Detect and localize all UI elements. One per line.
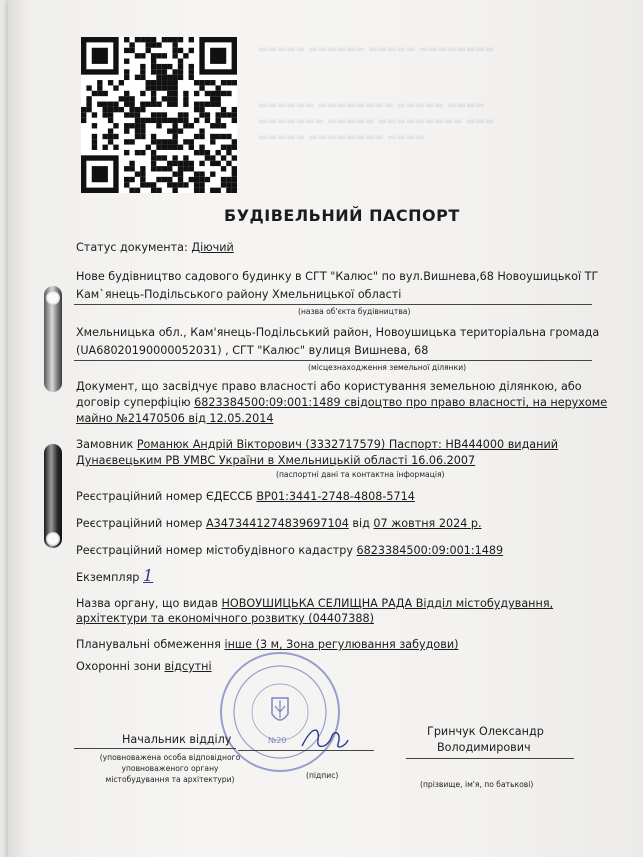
- location-line-1: Хмельницька обл., Кам'янець-Подільський район, Новоушицька територіальна громада: [76, 326, 600, 339]
- cadastre-value: 6823384500:09:001:1489: [356, 544, 504, 557]
- authority-label: Назва органу, що видав: [76, 597, 222, 610]
- land-doc-value-cont: майно №21470506 від 12.05.2014: [76, 412, 274, 425]
- show-through-text: ▬▬▬▬▬ ▬▬▬▬▬▬ ▬▬▬▬▬ ▬▬▬▬▬▬▬▬: [258, 44, 495, 55]
- name-underline: [406, 758, 574, 759]
- location-caption: (місцезнаходження земельної ділянки): [308, 363, 467, 372]
- reg-date-prefix: від: [348, 517, 374, 530]
- stamp-number: №20: [268, 736, 287, 745]
- customer-value: Романюк Андрій Вікторович (3332717579) Паспорт: НВ444000 виданий: [136, 438, 559, 451]
- land-doc-prefix: договір суперфіцію: [76, 396, 195, 409]
- signer-position: Начальник відділу: [122, 733, 232, 746]
- binder-hole: [46, 532, 60, 546]
- reg-date: 07 жовтня 2024 р.: [373, 517, 482, 530]
- handwritten-signature: [298, 722, 350, 754]
- restrictions-row: [76, 638, 458, 651]
- signature-caption: (підпис): [306, 771, 339, 780]
- land-doc-line-2: [76, 396, 607, 409]
- protected-label: Охоронні зони: [76, 660, 165, 673]
- object-caption: (назва об'єкта будівництва): [298, 307, 411, 316]
- edessb-value: ВР01:3441-2748-4808-5714: [256, 490, 415, 503]
- restrictions-value: інше (3 м, Зона регулювання забудови): [224, 638, 459, 651]
- status-row: [76, 241, 234, 254]
- customer-value-cont: Дунаєвецьким РВ УМВС України в Хмельницькій області 16.06.2007: [76, 454, 476, 467]
- reg-number-row: [76, 517, 482, 530]
- authority-line-2: [76, 612, 374, 625]
- restrictions-label: Планувальні обмеження: [76, 638, 225, 651]
- object-line-1: Нове будівництво садового будинку в СГТ "Калюс" по вул.Вишнева,68 Новоушицької ТГ: [76, 270, 599, 283]
- page-fold: [8, 0, 28, 857]
- customer-caption: (паспортні дані та контактна інформація): [276, 470, 445, 479]
- protected-value: відсутні: [164, 660, 212, 673]
- position-caption: (уповноважена особа відповідного уповноваженого органу містобудування та архітектури): [99, 753, 241, 784]
- land-doc-line-3: [76, 412, 273, 425]
- land-doc-line-1: Документ, що засвідчує право власності або користування земельною ділянкою, або: [76, 380, 582, 393]
- copy-row: [76, 566, 153, 585]
- show-through-text: ▬▬▬▬▬ ▬▬▬▬▬▬▬▬ ▬▬▬▬: [258, 132, 425, 143]
- show-through-text: ▬▬▬▬▬▬ ▬▬▬▬▬▬▬▬ ▬▬▬▬▬ ▬▬▬▬: [258, 100, 485, 111]
- position-underline: [74, 748, 236, 749]
- edessb-label: Реєстраційний номер ЄДЕССБ: [76, 490, 257, 503]
- show-through-text: ▬▬▬▬▬▬▬ ▬▬▬▬▬ ▬▬▬▬▬▬▬▬▬ ▬▬▬: [258, 116, 495, 127]
- edessb-row: [76, 490, 415, 503]
- document-sheet: [8, 0, 643, 857]
- cadastre-label: Реєстраційний номер містобудівного кадастру: [76, 544, 357, 557]
- name-caption: (прізвище, ім'я, по батькові): [420, 780, 534, 789]
- status-label: Статус документа:: [76, 241, 188, 254]
- customer-line-1: [76, 438, 558, 451]
- status-value: Діючий: [191, 241, 234, 254]
- customer-line-2: [76, 454, 475, 467]
- cadastre-row: [76, 544, 503, 557]
- object-underline: [74, 304, 592, 305]
- customer-label: Замовник: [76, 438, 137, 451]
- location-line-2: (UA68020190000052031) , СГТ "Калюс" вулиця Вишнева, 68: [76, 344, 429, 357]
- copy-value-handwritten: 1: [142, 566, 154, 585]
- authority-value-cont: архітектури та економічного розвитку (04407388): [76, 612, 374, 625]
- authority-line-1: [76, 597, 553, 610]
- copy-label: Екземпляр: [76, 571, 143, 584]
- reg-number-label: Реєстраційний номер: [76, 517, 206, 530]
- land-doc-value: 6823384500:09:001:1489 свідоцтво про право власності, на нерухоме: [194, 396, 608, 409]
- reg-number-value: А3473441274839697104: [205, 517, 349, 530]
- object-line-2: Кам`янець-Подільського району Хмельницької області: [76, 288, 402, 301]
- signer-name-line-2: Володимирович: [437, 741, 531, 754]
- signer-name-line-1: Гринчук Олександр: [427, 725, 544, 738]
- authority-value: НОВОУШИЦЬКА СЕЛИЩНА РАДА Відділ містобудування,: [221, 597, 554, 610]
- qr-code: [81, 37, 237, 193]
- protected-zones-row: [76, 660, 212, 673]
- location-underline: [74, 360, 592, 361]
- document-title: БУДІВЕЛЬНИЙ ПАСПОРТ: [224, 206, 460, 225]
- binder-hole: [46, 291, 60, 305]
